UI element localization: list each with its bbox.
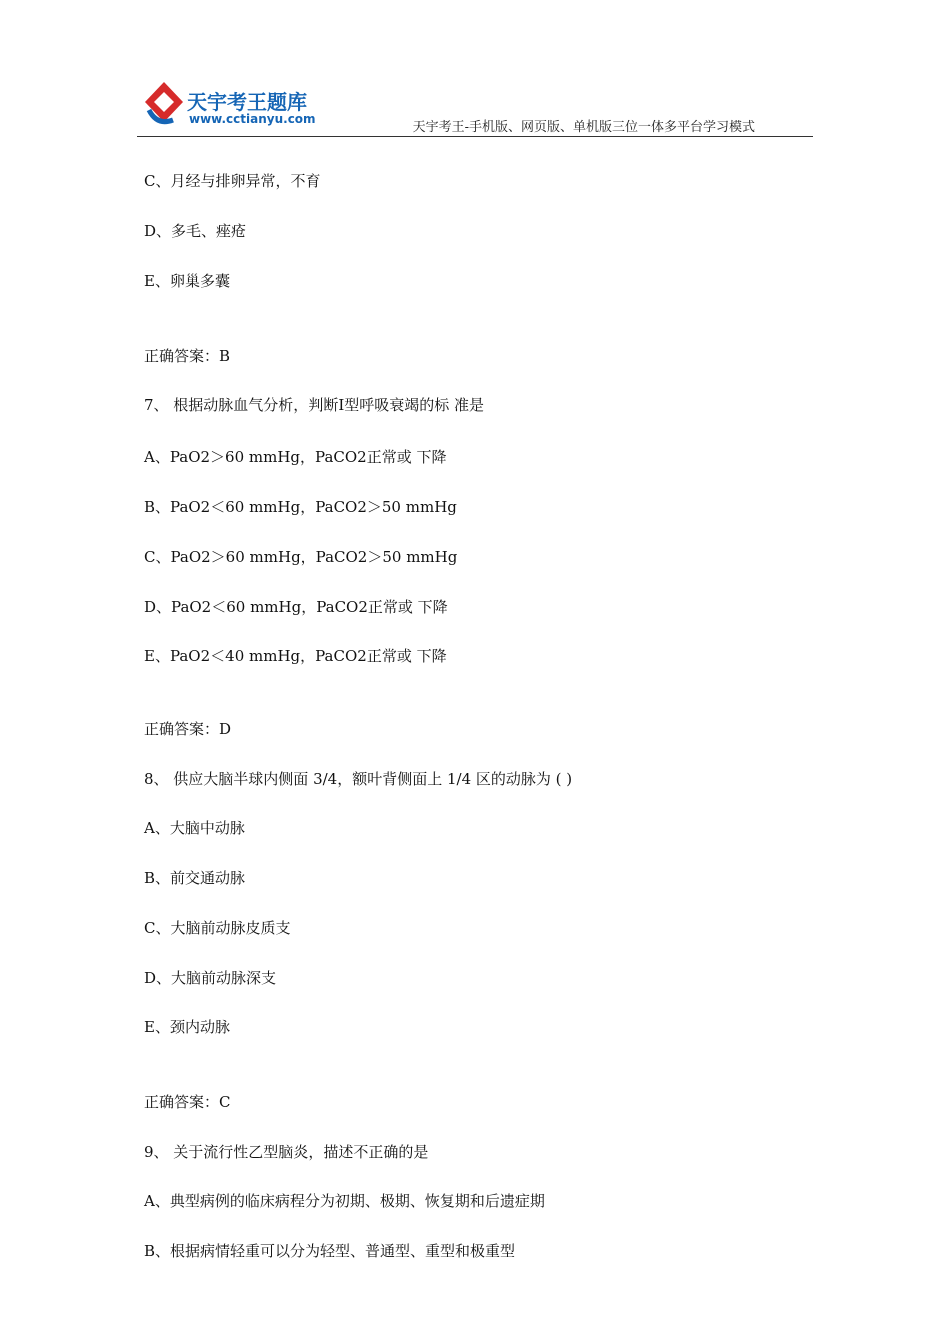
q7-option-d: D、PaO2＜60 mmHg，PaCO2正常或 下降 bbox=[144, 598, 448, 616]
page-header bbox=[137, 80, 813, 137]
q8-option-b: B、前交通动脉 bbox=[144, 869, 246, 887]
option-e: E、卵巢多囊 bbox=[144, 272, 230, 290]
logo-url: www.cctianyu.com bbox=[189, 112, 316, 126]
option-c: C、月经与排卵异常，不育 bbox=[144, 172, 321, 190]
q7-option-a: A、PaO2＞60 mmHg，PaCO2正常或 下降 bbox=[144, 448, 447, 466]
q7-option-b: B、PaO2＜60 mmHg，PaCO2＞50 mmHg bbox=[144, 498, 457, 516]
logo-diamond-icon bbox=[143, 80, 185, 130]
logo-title: 天宇考王题库 bbox=[187, 90, 307, 114]
q7-correct-answer: 正确答案：D bbox=[144, 720, 232, 738]
question-9: 9、 关于流行性乙型脑炎，描述不正确的是 bbox=[144, 1143, 429, 1161]
question-8: 8、 供应大脑半球内侧面 3/4，额叶背侧面上 1/4 区的动脉为 ( ) bbox=[144, 770, 573, 788]
q7-option-c: C、PaO2＞60 mmHg，PaCO2＞50 mmHg bbox=[144, 548, 458, 566]
q8-option-c: C、大脑前动脉皮质支 bbox=[144, 919, 291, 937]
question-7: 7、 根据动脉血气分析，判断Ⅰ型呼吸衰竭的标 准是 bbox=[144, 396, 485, 414]
q8-option-e: E、颈内动脉 bbox=[144, 1018, 230, 1036]
q9-option-a: A、典型病例的临床病程分为初期、极期、恢复期和后遗症期 bbox=[144, 1192, 545, 1210]
q8-option-d: D、大脑前动脉深支 bbox=[144, 969, 277, 987]
q8-option-a: A、大脑中动脉 bbox=[144, 819, 245, 837]
q9-option-b: B、根据病情轻重可以分为轻型、普通型、重型和极重型 bbox=[144, 1242, 516, 1260]
option-d: D、多毛、痤疮 bbox=[144, 222, 247, 240]
correct-answer: 正确答案：B bbox=[144, 347, 231, 365]
q8-correct-answer: 正确答案：C bbox=[144, 1093, 231, 1111]
header-tagline: 天宇考王-手机版、网页版、单机版三位一体多平台学习模式 bbox=[412, 120, 755, 135]
q7-option-e: E、PaO2＜40 mmHg，PaCO2正常或 下降 bbox=[144, 647, 447, 665]
